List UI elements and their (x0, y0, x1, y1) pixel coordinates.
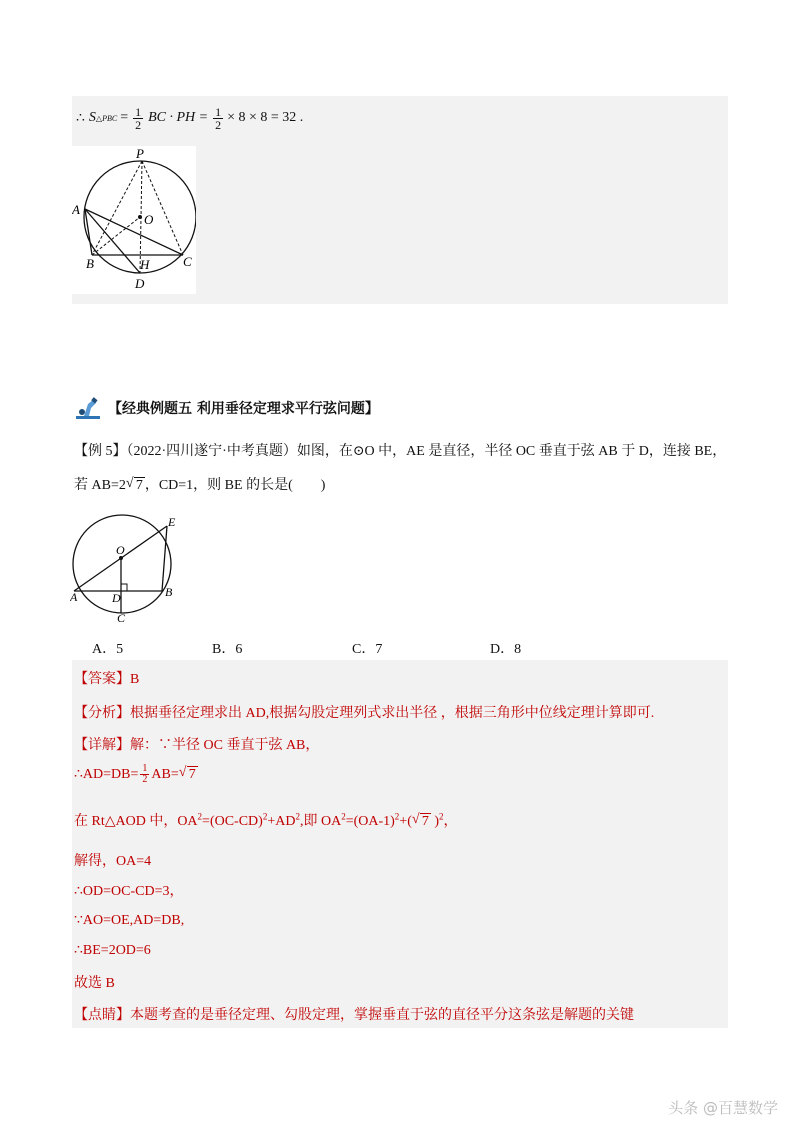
answer-line: 【答案】B (74, 672, 140, 687)
choice-c: C．7 (352, 642, 383, 657)
step2-part: +( (399, 814, 412, 829)
formula-middle: BC · PH = (148, 110, 209, 125)
frac-num: 1 (142, 763, 148, 774)
area-formula (76, 100, 303, 136)
label-A: A (72, 202, 80, 217)
label-C: C (183, 254, 192, 269)
detail-line: 【详解】解：∵半径 OC 垂直于弦 AB， (74, 738, 320, 753)
step2-part: ) (430, 814, 440, 829)
step1-fraction (140, 764, 149, 785)
watermark: 头条 @百慧数学 (668, 1099, 778, 1117)
frac-num: 1 (215, 104, 222, 119)
step2-part: =(OC-CD) (202, 814, 263, 829)
choice-d: D．8 (490, 642, 522, 657)
step1-text-b: AB= (151, 766, 179, 782)
superscript: 2 (197, 811, 203, 822)
radicand: 7 (421, 814, 429, 829)
formula-tail: × 8 × 8 = 32 . (227, 110, 304, 125)
fraction-half-2 (213, 106, 223, 131)
area-subscript: △PBC (95, 113, 118, 123)
figure2-svg (70, 514, 190, 624)
label-H: H (140, 257, 150, 272)
radicand: 7 (135, 478, 143, 493)
circle-figure-pbc (72, 146, 196, 294)
step2-part: ， (443, 814, 458, 829)
step6-line: ∴BE=2OD=6 (74, 943, 151, 958)
label-C: C (117, 611, 126, 624)
figure1-svg (72, 146, 196, 294)
section-title: 【经典例题五 利用垂径定理求平行弦问题】 (108, 401, 379, 417)
section-heading (74, 396, 379, 420)
question-text-a: 若 AB=2 (74, 478, 126, 493)
label-D: D (135, 276, 145, 291)
step2-part: 在 Rt△AOD 中，OA (74, 814, 198, 829)
label-D: D (112, 591, 121, 605)
step7-line: 故选 B (74, 976, 115, 991)
therefore-symbol: ∴ (76, 110, 85, 126)
comment-line: 【点睛】本题考查的是垂径定理、勾股定理，掌握垂直于弦的直径平分这条弦是解题的关键 (74, 1008, 634, 1023)
sqrt-seven: √ 7 (411, 812, 429, 829)
fraction-half (133, 106, 143, 131)
step1-line (74, 764, 198, 785)
label-B: B (165, 585, 173, 599)
frac-den: 2 (135, 117, 142, 132)
superscript: 2 (439, 811, 444, 822)
step2-line (74, 810, 458, 830)
superscript: 2 (341, 811, 346, 822)
label-O: O (116, 543, 125, 557)
question-text-b: ，CD=1，则 BE 的长是( ) (144, 478, 326, 493)
equals-sign: = (120, 110, 129, 125)
frac-den: 2 (142, 774, 148, 785)
step3-line: 解得，OA=4 (74, 854, 152, 869)
frac-den: 2 (215, 117, 222, 132)
radicand: 7 (188, 766, 196, 782)
step2-part: +AD (267, 814, 296, 829)
superscript: 2 (262, 811, 268, 822)
superscript: 2 (394, 811, 400, 822)
sqrt-seven: √ 7 (125, 476, 143, 493)
choice-b: B．6 (212, 642, 243, 657)
analysis-line: 【分析】根据垂径定理求出 AD,根据勾股定理列式求出半径 ，根据三角形中位线定理计算即可. (74, 706, 655, 721)
step5-line: ∵AO=OE,AD=DB, (74, 913, 185, 928)
label-E: E (168, 515, 176, 529)
step1-text: ∴AD=DB= (74, 767, 139, 782)
question-line-2 (74, 474, 325, 494)
microscope-icon (74, 396, 104, 420)
area-symbol: S (88, 110, 96, 125)
label-A: A (70, 590, 78, 604)
step2-part: =(OA-1) (345, 814, 395, 829)
label-P: P (136, 146, 144, 161)
frac-num: 1 (135, 104, 142, 119)
label-O: O (144, 212, 154, 227)
label-B: B (86, 256, 94, 271)
step4-line: ∴OD=OC-CD=3， (74, 884, 184, 899)
question-line-1: 【例 5】（2022·四川遂宁·中考真题）如图，在⊙O 中，AE 是直径，半径 OC 垂直于弦 AB 于 D，连接 BE， (74, 444, 727, 459)
choice-a: A．5 (92, 642, 124, 657)
sqrt-seven: √ 7 (178, 764, 196, 782)
step2-part: ,即 OA (299, 814, 342, 829)
circle-figure-ae (70, 514, 190, 624)
superscript: 2 (295, 811, 300, 822)
